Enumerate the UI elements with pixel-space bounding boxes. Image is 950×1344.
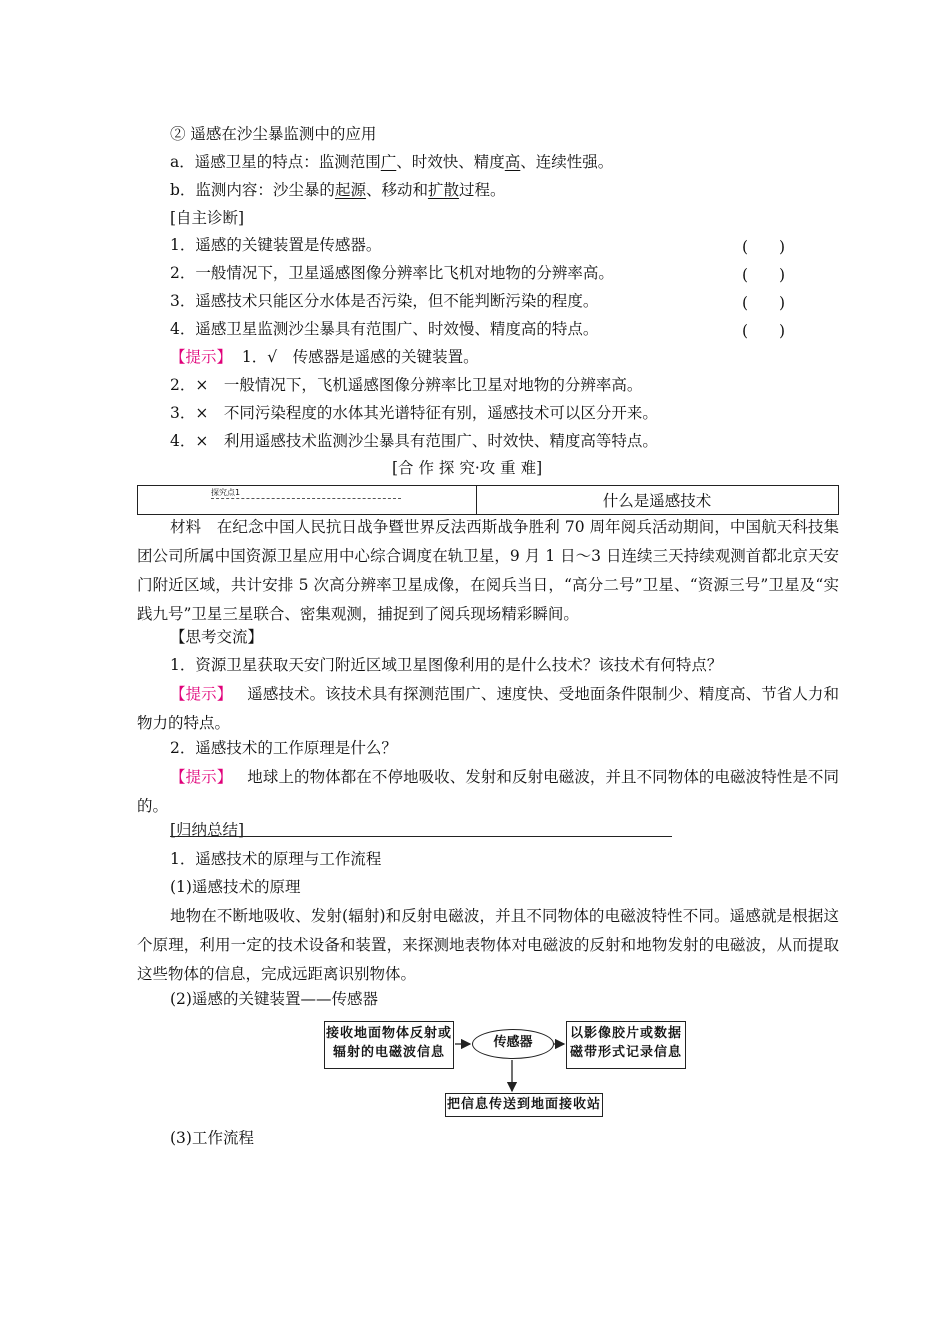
subsection-title: ② 遥感在沙尘暴监测中的应用 [170,125,377,143]
summary-heading-1: 1．遥感技术的原理与工作流程 [170,850,382,868]
answer-paragraph-2: 【提示】 地球上的物体都在不停地吸收、发射和反射电磁波，并且不同物体的电磁波特性是不同的。 [137,768,839,815]
diagnosis-item: 4．遥感卫星监测沙尘暴具有范围广、时效慢、精度高的特点。 [170,320,599,338]
topic-box [137,485,839,515]
left-box: 接收地面物体反射或 辐射的电磁波信息 [324,1021,454,1069]
principle-paragraph: 地物在不断地吸收、发射(辐射)和反射电磁波，并且不同物体的电磁波特性不同。遥感就是根据这个原理，利用一定的技术设备和装置，来探测地表物体对电磁波的反射和地物发射的电磁波，从而提取这些物体的信息，完成远距离识别物体。 [137,907,839,983]
material-paragraph: 材料 在纪念中国人民抗日战争暨世界反法西斯战争胜利 70 周年阅兵活动期间，中国航天科技集团公司所属中国资源卫星应用中心综合调度在轨卫星，9 月 1 日～3 日连续三天持续观测首都北京天安门附近区域，共计安排 5 次高分辨率卫星成像，在阅兵当日，“高分二号”卫星、“资源三号”卫星及“实践九号”卫星三星联合、密集观测，捕捉到了阅兵现场精彩瞬间。 [137,518,839,623]
diagnosis-item: 3．遥感技术只能区分水体是否污染，但不能判断污染的程度。 [170,292,599,310]
summary-subheading-1: (1)遥感技术的原理 [170,878,301,896]
sensor-ellipse: 传感器 [472,1029,554,1059]
answer-paren: ( ) [742,266,786,284]
answer-2: 2．× 一般情况下，飞机遥感图像分辨率比卫星对地物的分辨率高。 [170,376,643,394]
tip-label: 【提示】 [170,348,233,366]
bottom-box: 把信息传送到地面接收站 [445,1093,603,1117]
summary-rule [170,836,672,837]
answer-paren: ( ) [742,238,786,256]
discussion-header: 【思考交流】 [170,628,264,646]
question-2: 2．遥感技术的工作原理是什么？ [170,739,397,757]
answer-3: 3．× 不同污染程度的水体其光谱特征有别，遥感技术可以区分开来。 [170,404,658,422]
topic-title: 什么是遥感技术 [602,492,712,510]
line-a: a．遥感卫星的特点：监测范围广、时效快、精度高、连续性强。 [170,153,614,171]
section-header: [合 作 探 究·攻 重 难] [392,459,543,477]
diagnosis-item: 2．一般情况下，卫星遥感图像分辨率比飞机对地物的分辨率高。 [170,264,614,282]
summary-header: [归纳总结] [170,821,245,839]
topic-tag: 探究点1 [211,488,241,497]
answer-paragraph-1: 【提示】 遥感技术。该技术具有探测范围广、速度快、受地面条件限制少、精度高、节省人力和物力的特点。 [137,685,839,732]
tip-label: 【提示】 [170,685,233,703]
summary-subheading-3: (3)工作流程 [170,1129,254,1147]
line-b: b．监测内容：沙尘暴的起源、移动和扩散过程。 [170,181,506,199]
answer-4: 4．× 利用遥感技术监测沙尘暴具有范围广、时效快、精度高等特点。 [170,432,658,450]
answer-paren: ( ) [742,294,786,312]
answer-paren: ( ) [742,322,786,340]
topic-dots [211,498,401,499]
diagnosis-item: 1．遥感的关键装置是传感器。 [170,236,382,254]
question-1: 1．资源卫星获取天安门附近区域卫星图像利用的是什么技术？该技术有何特点？ [170,656,723,674]
summary-subheading-2: (2)遥感的关键装置——传感器 [170,990,378,1008]
tip-label: 【提示】 [170,768,233,786]
right-box: 以影像胶片或数据 磁带形式记录信息 [566,1021,686,1069]
self-diagnosis-header: [自主诊断] [170,209,245,227]
answer-1: 【提示】 1．√ 传感器是遥感的关键装置。 [170,348,479,366]
